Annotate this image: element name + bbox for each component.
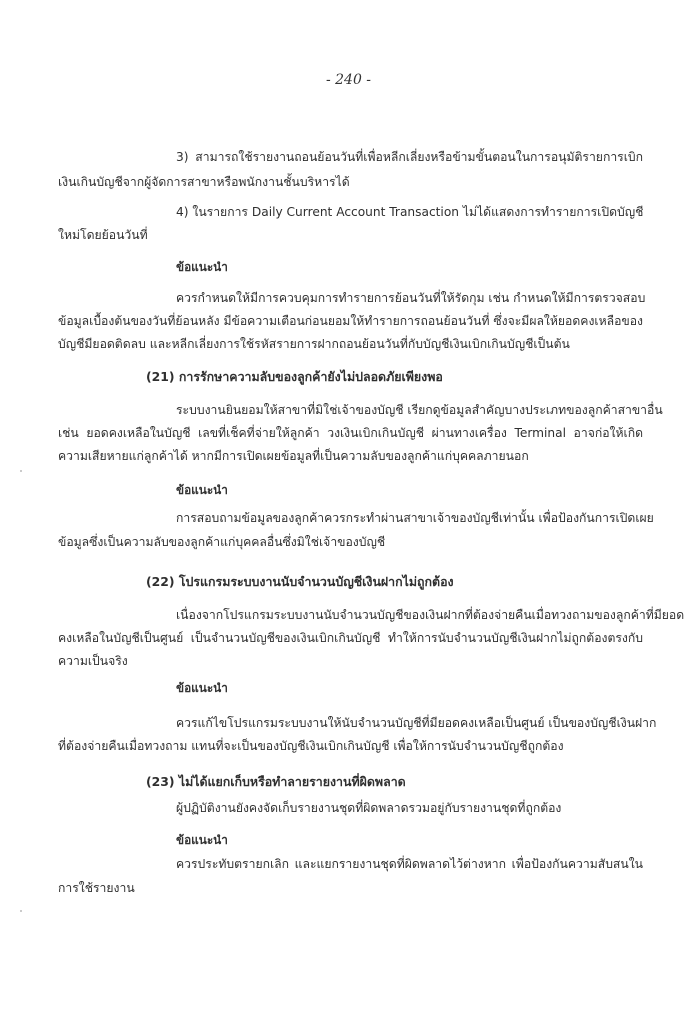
scan-mark xyxy=(20,910,22,912)
heading-22: (22) โปรแกรมระบบงานนับจำนวนบัญชีเงินฝากไม่ถูกต้อง xyxy=(146,574,454,589)
item-3-line-1: 3) สามารถใช้รายงานถอนย้อนวันที่เพื่อหลีกเลี่ยงหรือข้ามขั้นตอนในการอนุมัติรายการเบิก xyxy=(176,150,643,164)
recommendation-3-line-2: ที่ต้องจ่ายคืนเมื่อทวงถาม แทนที่จะเป็นของบัญชีเงินเบิกเกินบัญชี เพื่อให้การนับจำนวนบัญชีถูกต้อง xyxy=(58,739,564,753)
section-22-line-3: ความเป็นจริง xyxy=(58,654,128,668)
recommendation-1-line-2: ข้อมูลเบื้องต้นของวันที่ย้อนหลัง มีข้อความเตือนก่อนยอมให้ทำรายการถอนย้อนวันที่ ซึ่งจะมีผลให้ยอดคงเหลือของ xyxy=(58,314,643,328)
recommendation-label-1: ข้อแนะนำ xyxy=(176,260,228,274)
recommendation-label-2: ข้อแนะนำ xyxy=(176,483,228,497)
heading-21: (21) การรักษาความลับของลูกค้ายังไม่ปลอดภัยเพียงพอ xyxy=(146,369,443,384)
section-22-line-2: คงเหลือในบัญชีเป็นศูนย์ เป็นจำนวนบัญชีของเงินเบิกเกินบัญชี ทำให้การนับจำนวนบัญชีเงินฝากไม่ถูกต้องตรงกับ xyxy=(58,631,643,645)
section-23-line-1: ผู้ปฏิบัติงานยังคงจัดเก็บรายงานชุดที่ผิดพลาดรวมอยู่กับรายงานชุดที่ถูกต้อง xyxy=(176,801,562,815)
scan-mark xyxy=(20,470,22,472)
recommendation-1-line-3: บัญชีมียอดติดลบ และหลีกเลี่ยงการใช้รหัสรายการฝากถอนย้อนวันที่กับบัญชีเงินเบิกเกินบัญชีเป็นต้น xyxy=(58,337,570,351)
recommendation-2-line-1: การสอบถามข้อมูลของลูกค้าควรกระทำผ่านสาขาเจ้าของบัญชีเท่านั้น เพื่อป้องกันการเปิดเผย xyxy=(176,511,654,525)
recommendation-label-4: ข้อแนะนำ xyxy=(176,833,228,847)
recommendation-1-line-1: ควรกำหนดให้มีการควบคุมการทำรายการย้อนวันที่ให้รัดกุม เช่น กำหนดให้มีการตรวจสอบ xyxy=(176,291,646,305)
section-21-line-1: ระบบงานยินยอมให้สาขาที่มิใช่เจ้าของบัญชี เรียกดูข้อมูลสำคัญบางประเภทของลูกค้าสาขาอื่น xyxy=(176,403,663,417)
section-22-line-1: เนื่องจากโปรแกรมระบบงานนับจำนวนบัญชีของเงินฝากที่ต้องจ่ายคืนเมื่อทวงถามของลูกค้าที่มียอด xyxy=(176,608,685,622)
section-21-line-3: ความเสียหายแก่ลูกค้าได้ หากมีการเปิดเผยข้อมูลที่เป็นความลับของลูกค้าแก่บุคคลภายนอก xyxy=(58,449,529,463)
heading-23: (23) ไม่ได้แยกเก็บหรือทำลายรายงานที่ผิดพลาด xyxy=(146,774,406,789)
page-number: - 240 - xyxy=(325,72,372,88)
recommendation-2-line-2: ข้อมูลซึ่งเป็นความลับของลูกค้าแก่บุคคลอื่นซึ่งมิใช่เจ้าของบัญชี xyxy=(58,535,386,549)
recommendation-label-3: ข้อแนะนำ xyxy=(176,681,228,695)
recommendation-3-line-1: ควรแก้ไขโปรแกรมระบบงานให้นับจำนวนบัญชีที่มียอดคงเหลือเป็นศูนย์ เป็นของบัญชีเงินฝาก xyxy=(176,716,657,730)
section-21-line-2: เช่น ยอดคงเหลือในบัญชี เลขที่เช็คที่จ่ายให้ลูกค้า วงเงินเบิกเกินบัญชี ผ่านทางเครื่อง Terminal อาจก่อให้เกิด xyxy=(58,426,643,440)
item-4-line-2: ใหม่โดยย้อนวันที่ xyxy=(58,228,148,242)
item-4-line-1: 4) ในรายการ Daily Current Account Transaction ไม่ได้แสดงการทำรายการเปิดบัญชี xyxy=(176,205,644,219)
recommendation-4-line-2: การใช้รายงาน xyxy=(58,881,135,895)
recommendation-4-line-1: ควรประทับตรายกเลิก และแยกรายงานชุดที่ผิดพลาดไว้ต่างหาก เพื่อป้องกันความสับสนใน xyxy=(176,857,643,871)
item-3-line-2: เงินเกินบัญชีจากผู้จัดการสาขาหรือพนักงานชั้นบริหารได้ xyxy=(58,175,350,189)
